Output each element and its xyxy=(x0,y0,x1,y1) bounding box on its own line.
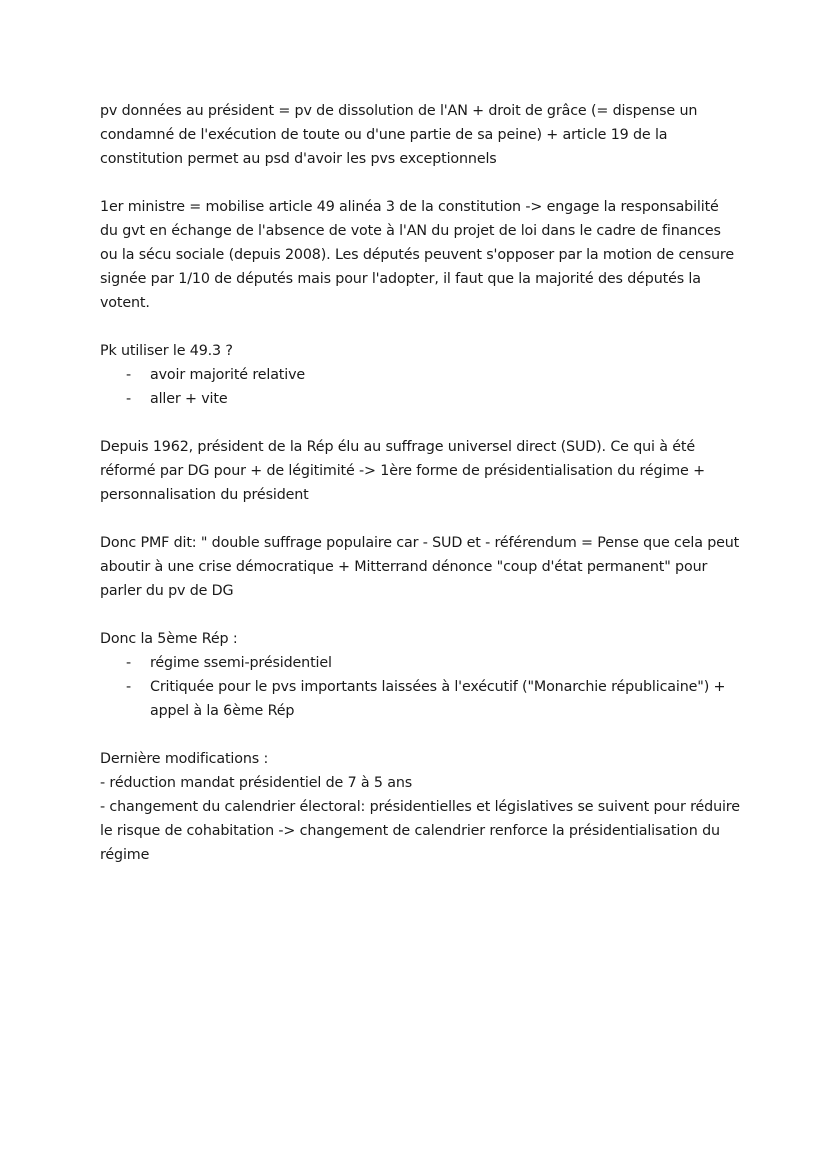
dash-bullet-icon: - xyxy=(126,367,132,383)
paragraph-1962 xyxy=(100,435,740,507)
dash-bullet-icon: - xyxy=(126,391,132,407)
section-heading: Dernière modifications : xyxy=(100,751,269,767)
list-item xyxy=(100,363,740,387)
list-item-text: avoir majorité relative xyxy=(150,367,306,383)
paragraph-text: Donc PMF dit: " double suffrage populaire car - SUD et - référendum = Pense que cela peut aboutir à une crise démocratique + Mitterrand dénonce "coup d'état permanent" pour parler du pv de DG xyxy=(100,535,740,599)
list-item xyxy=(100,387,740,411)
paragraph-text: - réduction mandat présidentiel de 7 à 5 ans xyxy=(100,775,413,791)
paragraph-prime-minister xyxy=(100,195,740,315)
dash-bullet-icon: - xyxy=(126,679,132,695)
section-modifications xyxy=(100,747,740,867)
section-heading: Donc la 5ème Rép : xyxy=(100,631,238,647)
list-item-text: aller + vite xyxy=(150,391,228,407)
section-49-3 xyxy=(100,339,740,411)
list-item-text: Critiquée pour le pvs importants laissées à l'exécutif ("Monarchie républicaine") + appel à la 6ème Rép xyxy=(150,679,726,719)
bullet-list xyxy=(100,363,740,411)
paragraph-pmf xyxy=(100,531,740,603)
paragraph-text: pv données au président = pv de dissolution de l'AN + droit de grâce (= dispense un condamné de l'exécution de toute ou d'une partie de sa peine) + article 19 de la constitution permet au psd d'avoir les pvs exceptionnels xyxy=(100,103,698,167)
bullet-list xyxy=(100,651,740,723)
list-item xyxy=(100,675,740,723)
paragraph-text: - changement du calendrier électoral: présidentielles et législatives se suivent pour réduire le risque de cohabitation -> changement de calendrier renforce la présidentialisation du régime xyxy=(100,799,740,863)
list-item xyxy=(100,651,740,675)
paragraph-president-powers xyxy=(100,99,740,171)
section-heading: Pk utiliser le 49.3 ? xyxy=(100,343,233,359)
paragraph-text: Depuis 1962, président de la Rép élu au suffrage universel direct (SUD). Ce qui à été réformé par DG pour + de légitimité -> 1ère forme de présidentialisation du régime + personnalisation du président xyxy=(100,439,705,503)
section-5eme-rep xyxy=(100,627,740,723)
dash-bullet-icon: - xyxy=(126,655,132,671)
list-item-text: régime ssemi-présidentiel xyxy=(150,655,332,671)
paragraph-text: 1er ministre = mobilise article 49 alinéa 3 de la constitution -> engage la responsabilité du gvt en échange de l'absence de vote à l'AN du projet de loi dans le cadre de finances ou la sécu sociale (depuis 2008). Les députés peuvent s'opposer par la motion de censure signée par 1/10 de députés mais pour l'adopter, il faut que la majorité des députés la votent. xyxy=(100,199,734,311)
document-page xyxy=(100,99,740,891)
